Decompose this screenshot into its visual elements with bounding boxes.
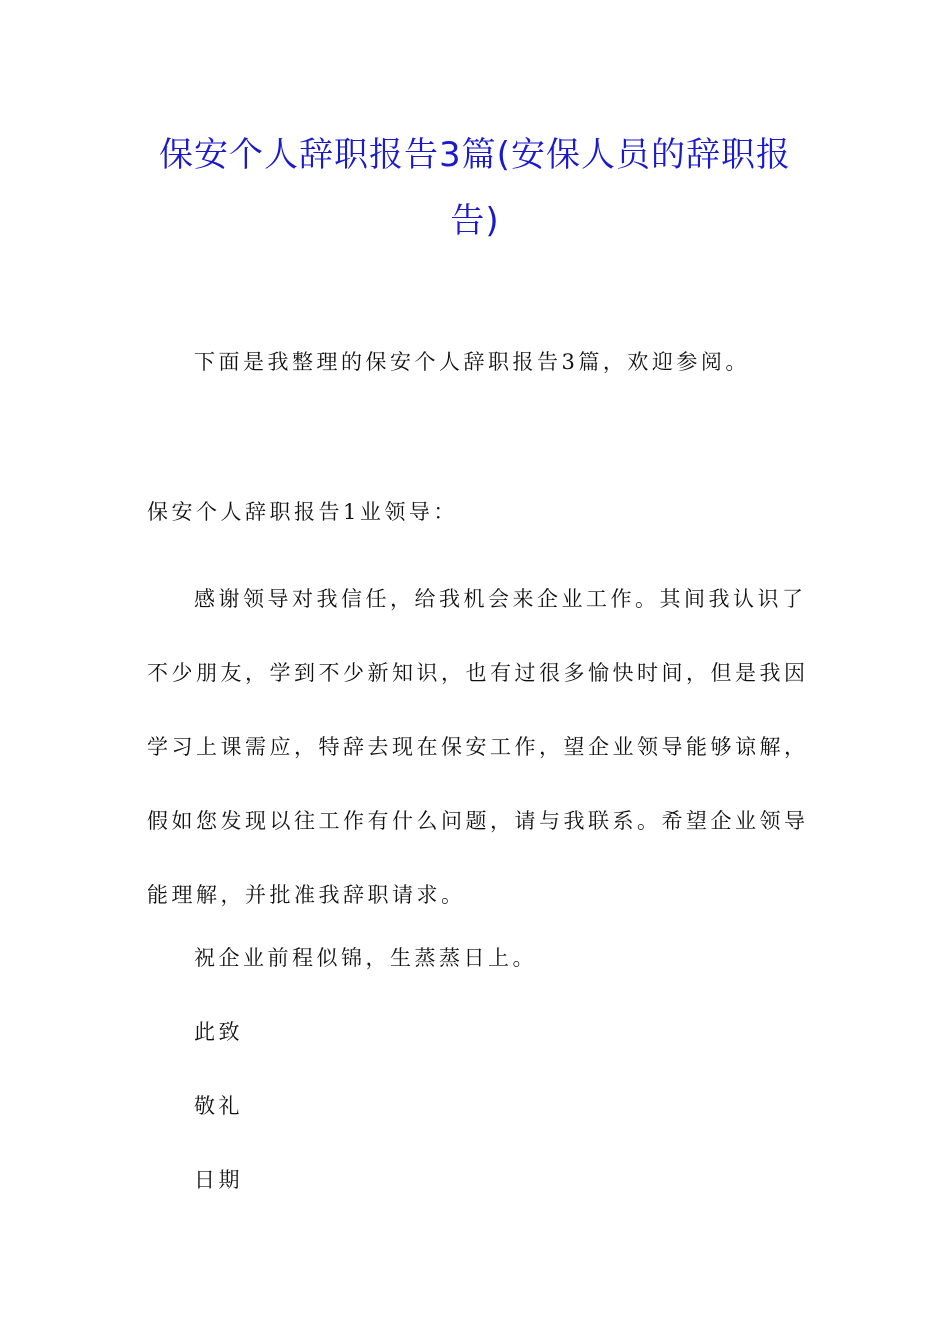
- letter-body-line: 不少朋友，学到不少新知识，也有过很多愉快时间，但是我因: [147, 661, 809, 685]
- letter-body-line: 感谢领导对我信任，给我机会来企业工作。其间我认识了: [194, 587, 807, 611]
- closing-salutation: 此致: [194, 1020, 243, 1044]
- date-label: 日期: [194, 1168, 243, 1192]
- section-heading: 保安个人辞职报告1业领导：: [147, 500, 458, 524]
- intro-paragraph: 下面是我整理的保安个人辞职报告3篇，欢迎参阅。: [194, 350, 750, 374]
- letter-body-line: 能理解，并批准我辞职请求。: [147, 883, 466, 907]
- document-title-line-2: 告): [450, 201, 500, 241]
- letter-body-line: 学习上课需应，特辞去现在保安工作，望企业领导能够谅解，: [147, 735, 809, 759]
- document-title-line-1: 保安个人辞职报告3篇(安保人员的辞职报: [159, 135, 791, 175]
- letter-body: [147, 562, 807, 932]
- letter-body-line: 假如您发现以往工作有什么问题，请与我联系。希望企业领导: [147, 809, 809, 833]
- wish-paragraph: 祝企业前程似锦，生蒸蒸日上。: [194, 946, 537, 970]
- document-title: [140, 122, 810, 254]
- closing-regards: 敬礼: [194, 1094, 243, 1118]
